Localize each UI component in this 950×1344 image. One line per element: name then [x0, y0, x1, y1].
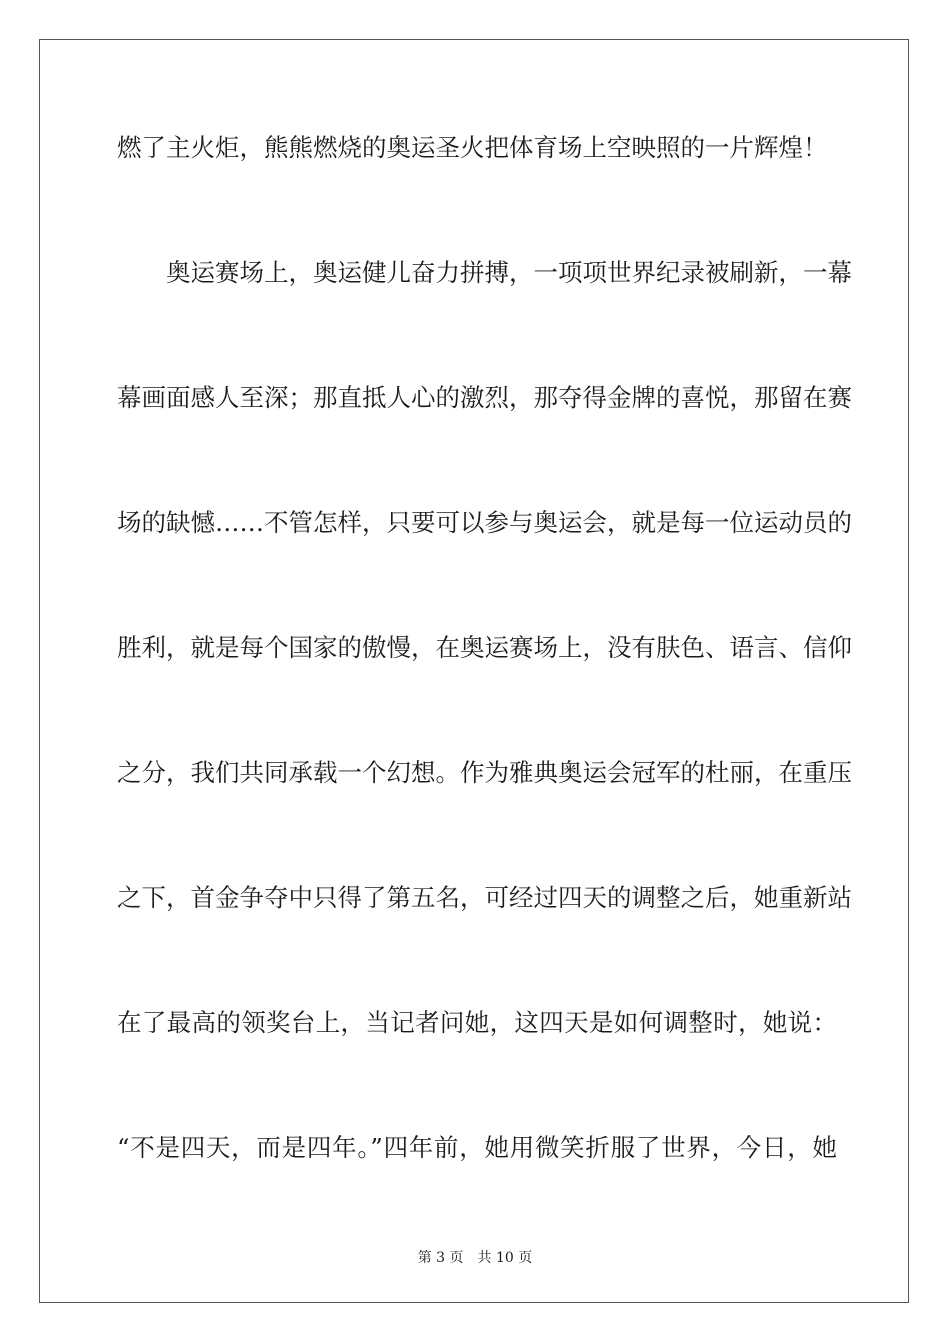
text-line-8: 在了最高的领奖台上，当记者问她，这四天是如何调整时，她说： [117, 1008, 837, 1037]
text-line-9: “不是四天，而是四年。”四年前，她用微笑折服了世界，今日，她 [117, 1133, 837, 1162]
page-border [39, 39, 909, 1303]
text-line-6: 之分，我们共同承载一个幻想。作为雅典奥运会冠军的杜丽，在重压 [117, 758, 852, 787]
text-line-3: 幕画面感人至深；那直抵人心的激烈，那夺得金牌的喜悦，那留在赛 [117, 383, 852, 412]
page-number-footer: 第 3 页 共 10 页 [417, 1250, 533, 1266]
text-line-2: 奥运赛场上，奥运健儿奋力拼搏，一项项世界纪录被刷新，一幕 [117, 258, 852, 287]
text-line-7: 之下，首金争夺中只得了第五名，可经过四天的调整之后，她重新站 [117, 883, 852, 912]
text-line-5: 胜利，就是每个国家的傲慢，在奥运赛场上，没有肤色、语言、信仰 [117, 633, 852, 662]
text-line-4: 场的缺憾……不管怎样，只要可以参与奥运会，就是每一位运动员的 [117, 508, 852, 537]
text-line-1: 燃了主火炬，熊熊燃烧的奥运圣火把体育场上空映照的一片辉煌！ [117, 133, 828, 162]
